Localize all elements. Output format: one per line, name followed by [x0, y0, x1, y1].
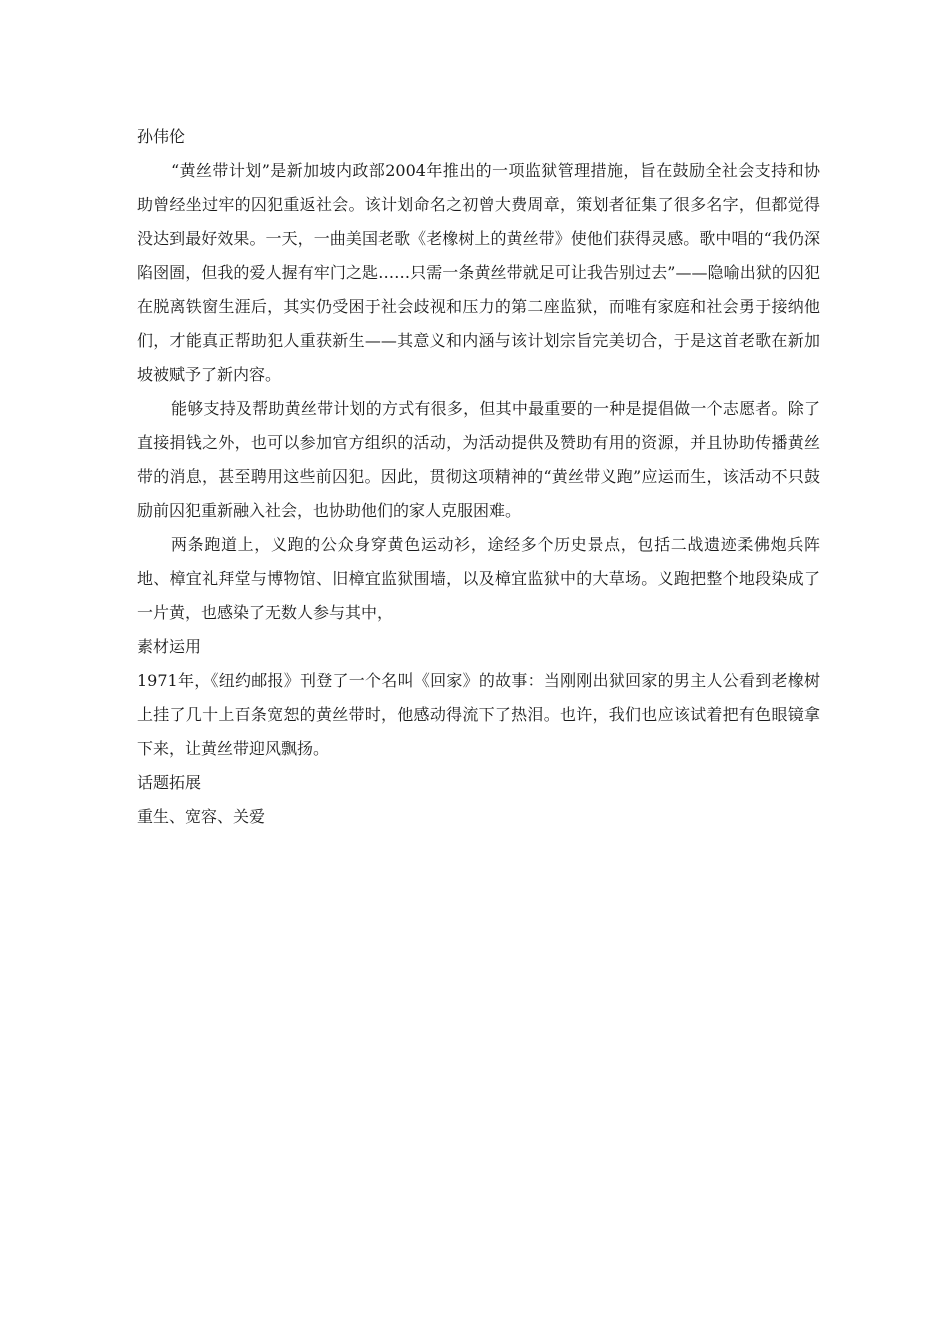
paragraph-3: 两条跑道上，义跑的公众身穿黄色运动衫，途经多个历史景点，包括二战遗迹柔佛炮兵阵地、樟宜礼拜堂与博物馆、旧樟宜监狱围墙，以及樟宜监狱中的大草场。义跑把整个地段染成了一片黄，也感染了无数人参与其中， [137, 535, 820, 622]
section-usage-text: 1971年，《纽约邮报》刊登了一个名叫《回家》的故事：当刚刚出狱回家的男主人公看到老橡树上挂了几十上百条宽恕的黄丝带时，他感动得流下了热泪。也许，我们也应该试着把有色眼镜拿下来，让黄丝带迎风飘扬。 [137, 671, 820, 758]
paragraph-2: 能够支持及帮助黄丝带计划的方式有很多，但其中最重要的一种是提倡做一个志愿者。除了直接捐钱之外，也可以参加官方组织的活动，为活动提供及赞助有用的资源，并且协助传播黄丝带的消息，甚至聘用这些前囚犯。因此，贯彻这项精神的“黄丝带义跑”应运而生，该活动不只鼓励前囚犯重新融入社会，也协助他们的家人克服困难。 [137, 399, 820, 520]
section-heading-usage: 素材运用 [137, 637, 202, 656]
author-name: 孙伟伦 [137, 127, 186, 146]
paragraph-1: “黄丝带计划”是新加坡内政部2004年推出的一项监狱管理措施，旨在鼓励全社会支持和协助曾经坐过牢的囚犯重返社会。该计划命名之初曾大费周章，策划者征集了很多名字，但都觉得没达到最好效果。一天，一曲美国老歌《老橡树上的黄丝带》使他们获得灵感。歌中唱的“我仍深陷囹圄，但我的爱人握有牢门之匙……只需一条黄丝带就足可让我告别过去”——隐喻出狱的囚犯在脱离铁窗生涯后，其实仍受困于社会歧视和压力的第二座监狱，而唯有家庭和社会勇于接纳他们，才能真正帮助犯人重获新生——其意义和内涵与该计划宗旨完美切合，于是这首老歌在新加坡被赋予了新内容。 [137, 161, 820, 384]
document-page [137, 120, 820, 834]
section-heading-topics: 话题拓展 [137, 773, 202, 792]
section-topics-text: 重生、宽容、关爱 [137, 807, 266, 826]
